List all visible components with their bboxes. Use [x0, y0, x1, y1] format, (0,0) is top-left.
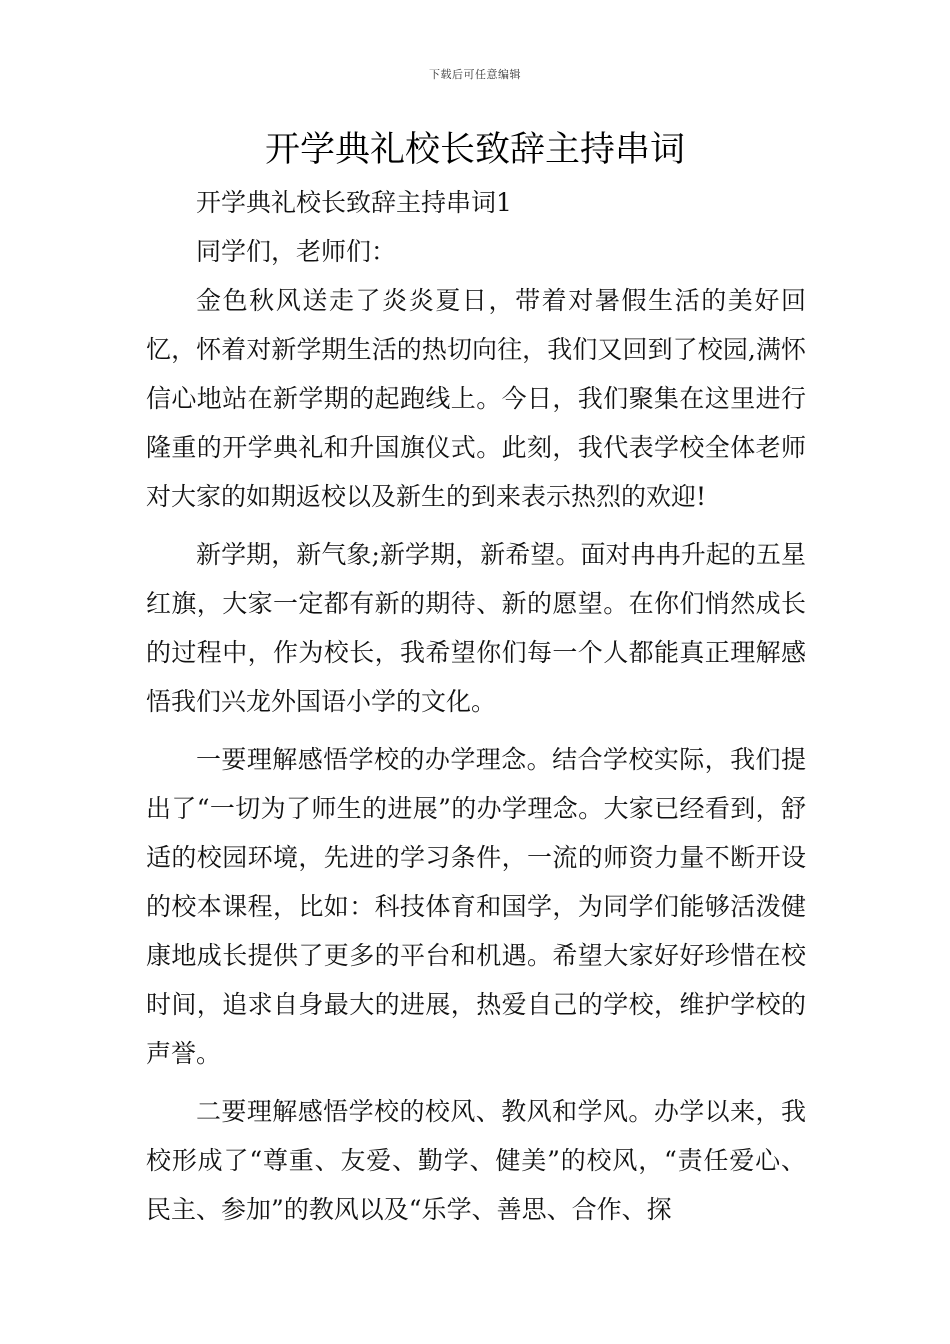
paragraph-subtitle: 开学典礼校长致辞主持串词1 [196, 188, 512, 217]
paragraph-welcome: 金色秋风送走了炎炎夏日，带着对暑假生活的美好回忆，怀着对新学期生活的热切向往，我们又回到了校园,满怀信心地站在新学期的起跑线上。今日，我们聚集在这里进行隆重的开学典礼和升国旗仪式。此刻，我代表学校全体老师对大家的如期返校以及新生的到来表示热烈的欢迎! [146, 286, 806, 511]
header-note: 下载后可任意编辑 [429, 68, 521, 81]
paragraph-philosophy: 一要理解感悟学校的办学理念。结合学校实际，我们提出了“一切为了师生的进展”的办学理念。大家已经看到，舒适的校园环境，先进的学习条件，一流的师资力量不断开设的校本课程，比如：科技体育和国学，为同学们能够活泼健康地成长提供了更多的平台和机遇。希望大家好好珍惜在校时间，追求自身最大的进展，热爱自己的学校，维护学校的声誉。 [146, 745, 806, 1068]
document-body [146, 178, 806, 1234]
paragraph-school-spirit: 二要理解感悟学校的校风、教风和学风。办学以来，我校形成了“尊重、友爱、勤学、健美”的校风，“责任爱心、民主、参加”的教风以及“乐学、善思、合作、探 [146, 1097, 806, 1224]
paragraph-new-term: 新学期，新气象;新学期，新希望。面对冉冉升起的五星红旗，大家一定都有新的期待、新的愿望。在你们悄然成长的过程中，作为校长，我希望你们每一个人都能真正理解感悟我们兴龙外国语小学的文化。 [146, 540, 806, 716]
document-title: 开学典礼校长致辞主持串词 [264, 130, 685, 170]
paragraph-salutation: 同学们，老师们： [196, 237, 397, 266]
